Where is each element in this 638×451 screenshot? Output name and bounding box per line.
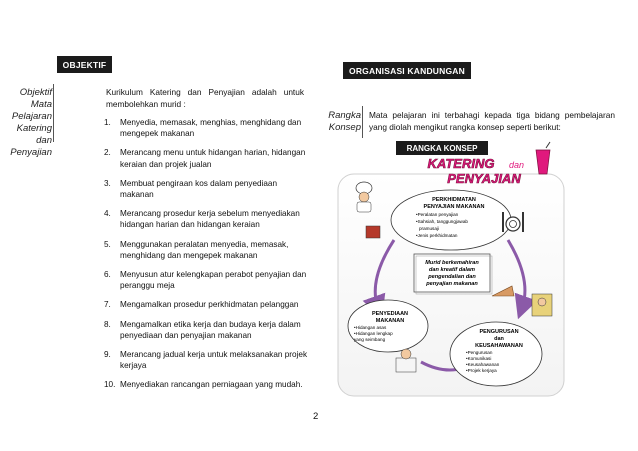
objective-list [104,117,308,391]
pengurusan-title3: KEUSAHAWANAN [475,343,523,349]
pengurusan-title1: PENGURUSAN [479,329,519,335]
office-worker-icon [532,294,552,316]
perkhidmatan-title1: PERKHIDMATAN [432,197,476,203]
side-divider-right [362,106,363,138]
perkhidmatan-item: pramusaji [419,226,439,231]
organisasi-description: Mata pelajaran ini terbahagi kepada tiga bidang pembelajaran yang diolah mengikut rangka konsep seperti berikut: [369,110,615,132]
objective-item: 4. Merancang prosedur kerja sebelum menyediakan hidangan harian dan hidangan keraian [104,209,300,230]
rangka-konsep-banner-text: RANGKA KONSEP [406,144,478,153]
penyediaan-item: •Hidangan asas [354,325,387,330]
objective-item: 2. Merancang menu untuk hidangan harian, hidangan keraian dan projek jualan [104,148,306,169]
rangka-side-label: Rangka Konsep [328,110,361,133]
side-divider-left [53,84,54,142]
food-tray-icon [366,226,380,238]
objective-item: 7. Mengamalkan prosedur perkhidmatan pelanggan [104,300,299,310]
organisasi-header: ORGANISASI KANDUNGAN [343,62,471,79]
penyediaan-item: •Hidangan lengkap [354,331,393,336]
objektif-header: OBJEKTIF [57,56,112,73]
center-box-line: Murid berkemahiran [425,260,479,266]
pengurusan-title2: dan [494,336,504,342]
perkhidmatan-title2: PENYAJIAN MAKANAN [423,204,485,210]
perkhidmatan-item: •Peralatan penyajian [416,212,459,217]
perkhidmatan-item: •Jenis perkhidmatan [416,233,458,238]
objektif-intro: Kurikulum Katering dan Penyajian adalah untuk membolehkan murid : [106,87,304,109]
diagram-title-dan: dan [509,160,525,170]
pengurusan-item: •Keusahawanan [466,362,500,367]
objective-item: 9. Merancang jadual kerja untuk melaksanakan projek kerjaya [104,350,308,371]
center-box-line: dan kreatif dalam [428,267,476,273]
diagram-title-penyajian: PENYAJIAN [447,171,521,186]
concept-diagram [326,140,574,398]
objective-item: 5. Menggunakan peralatan menyedia, memasak, menghidang dan mengepek makanan [104,239,289,260]
penyediaan-item: yang seimbang [354,337,386,342]
objective-item: 6. Menyusun atur kelengkapan perabot penyajian dan peranggu meja [104,270,307,291]
objective-item: 3. Membuat pengiraan kos dalam penyediaan makanan [104,178,278,200]
pengurusan-item: •Komunikasi [466,356,492,361]
pengurusan-item: •Projek kerjaya [466,368,497,373]
objective-item: 1. Menyedia, memasak, menghias, menghidang dan mengepek makanan [104,118,302,139]
penyediaan-title2: MAKANAN [375,318,405,324]
objektif-side-label: Objektif Mata Pelajaran Katering dan Penyajian [10,87,52,158]
penyediaan-title1: PENYEDIAAN [371,311,409,317]
perkhidmatan-item: •Sahsiah, tanggungjawab [416,219,468,224]
page-number: 2 [313,411,319,422]
drink-glass-icon [536,142,550,174]
diagram-title-katering: KATERING [427,156,495,171]
objective-item: 8. Mengamalkan etika kerja dan budaya kerja dalam penyediaan dan penyajian makanan [104,319,301,340]
pengurusan-item: •Pengurusan [466,350,493,355]
center-box-line: penyajian makanan [426,281,478,287]
center-box-line: pengendalian dan [428,274,476,280]
objective-item: 10. Menyediakan rancangan perniagaan yang mudah. [104,380,303,390]
